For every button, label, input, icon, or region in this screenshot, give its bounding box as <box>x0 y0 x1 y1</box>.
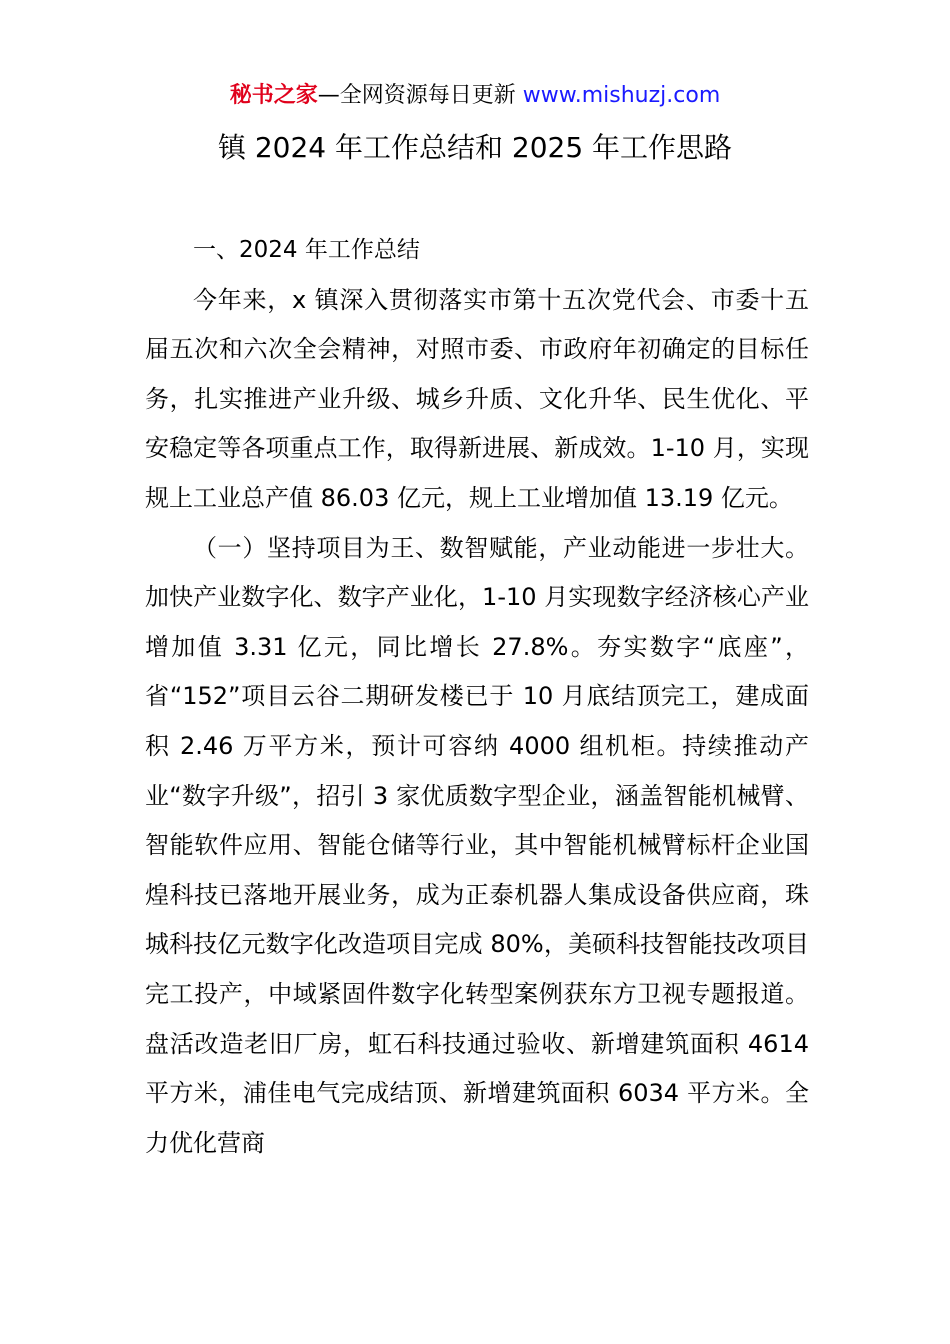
section-heading: 一、2024 年工作总结 <box>193 237 420 263</box>
document-title: 镇 2024 年工作总结和 2025 年工作思路 <box>217 131 733 164</box>
document-body <box>145 226 809 1168</box>
site-url-link[interactable]: www.mishuzj.com <box>522 83 721 108</box>
brand-name: 秘书之家 <box>229 83 318 108</box>
banner-tagline: —全网资源每日更新 <box>317 83 523 108</box>
body-paragraph: （一）坚持项目为王、数智赋能，产业动能进一步壮大。加快产业数字化、数字产业化，1-10 月实现数字经济核心产业增加值 3.31 亿元，同比增长 27.8%。夯实数字“底座”，省“152”项目云谷二期研发楼已于 10 月底结顶完工，建成面积 2.46 万平方米，预计可容纳 4000 组机柜。持续推动产业“数字升级”，招引 3 家优质数字型企业，涵盖智能机械臂、智能软件应用、智能仓储等行业，其中智能机械臂标杆企业国煌科技已落地开展业务，成为正泰机器人集成设备供应商，珠城科技亿元数字化改造项目完成 80%，美硕科技智能技改项目完工投产，中域紧固件数字化转型案例获东方卫视专题报道。盘活改造老旧厂房，虹石科技通过验收、新增建筑面积 4614 平方米，浦佳电气完成结顶、新增建筑面积 6034 平方米。全力优化营商 <box>145 533 809 1157</box>
body-paragraph: 今年来，x 镇深入贯彻落实市第十五次党代会、市委十五届五次和六次全会精神，对照市委、市政府年初确定的目标任务，扎实推进产业升级、城乡升质、文化升华、民生优化、平安稳定等各项重点工作，取得新进展、新成效。1-10 月，实现规上工业总产值 86.03 亿元，规上工业增加值 13.19 亿元。 <box>145 285 809 512</box>
site-banner <box>0 80 950 112</box>
